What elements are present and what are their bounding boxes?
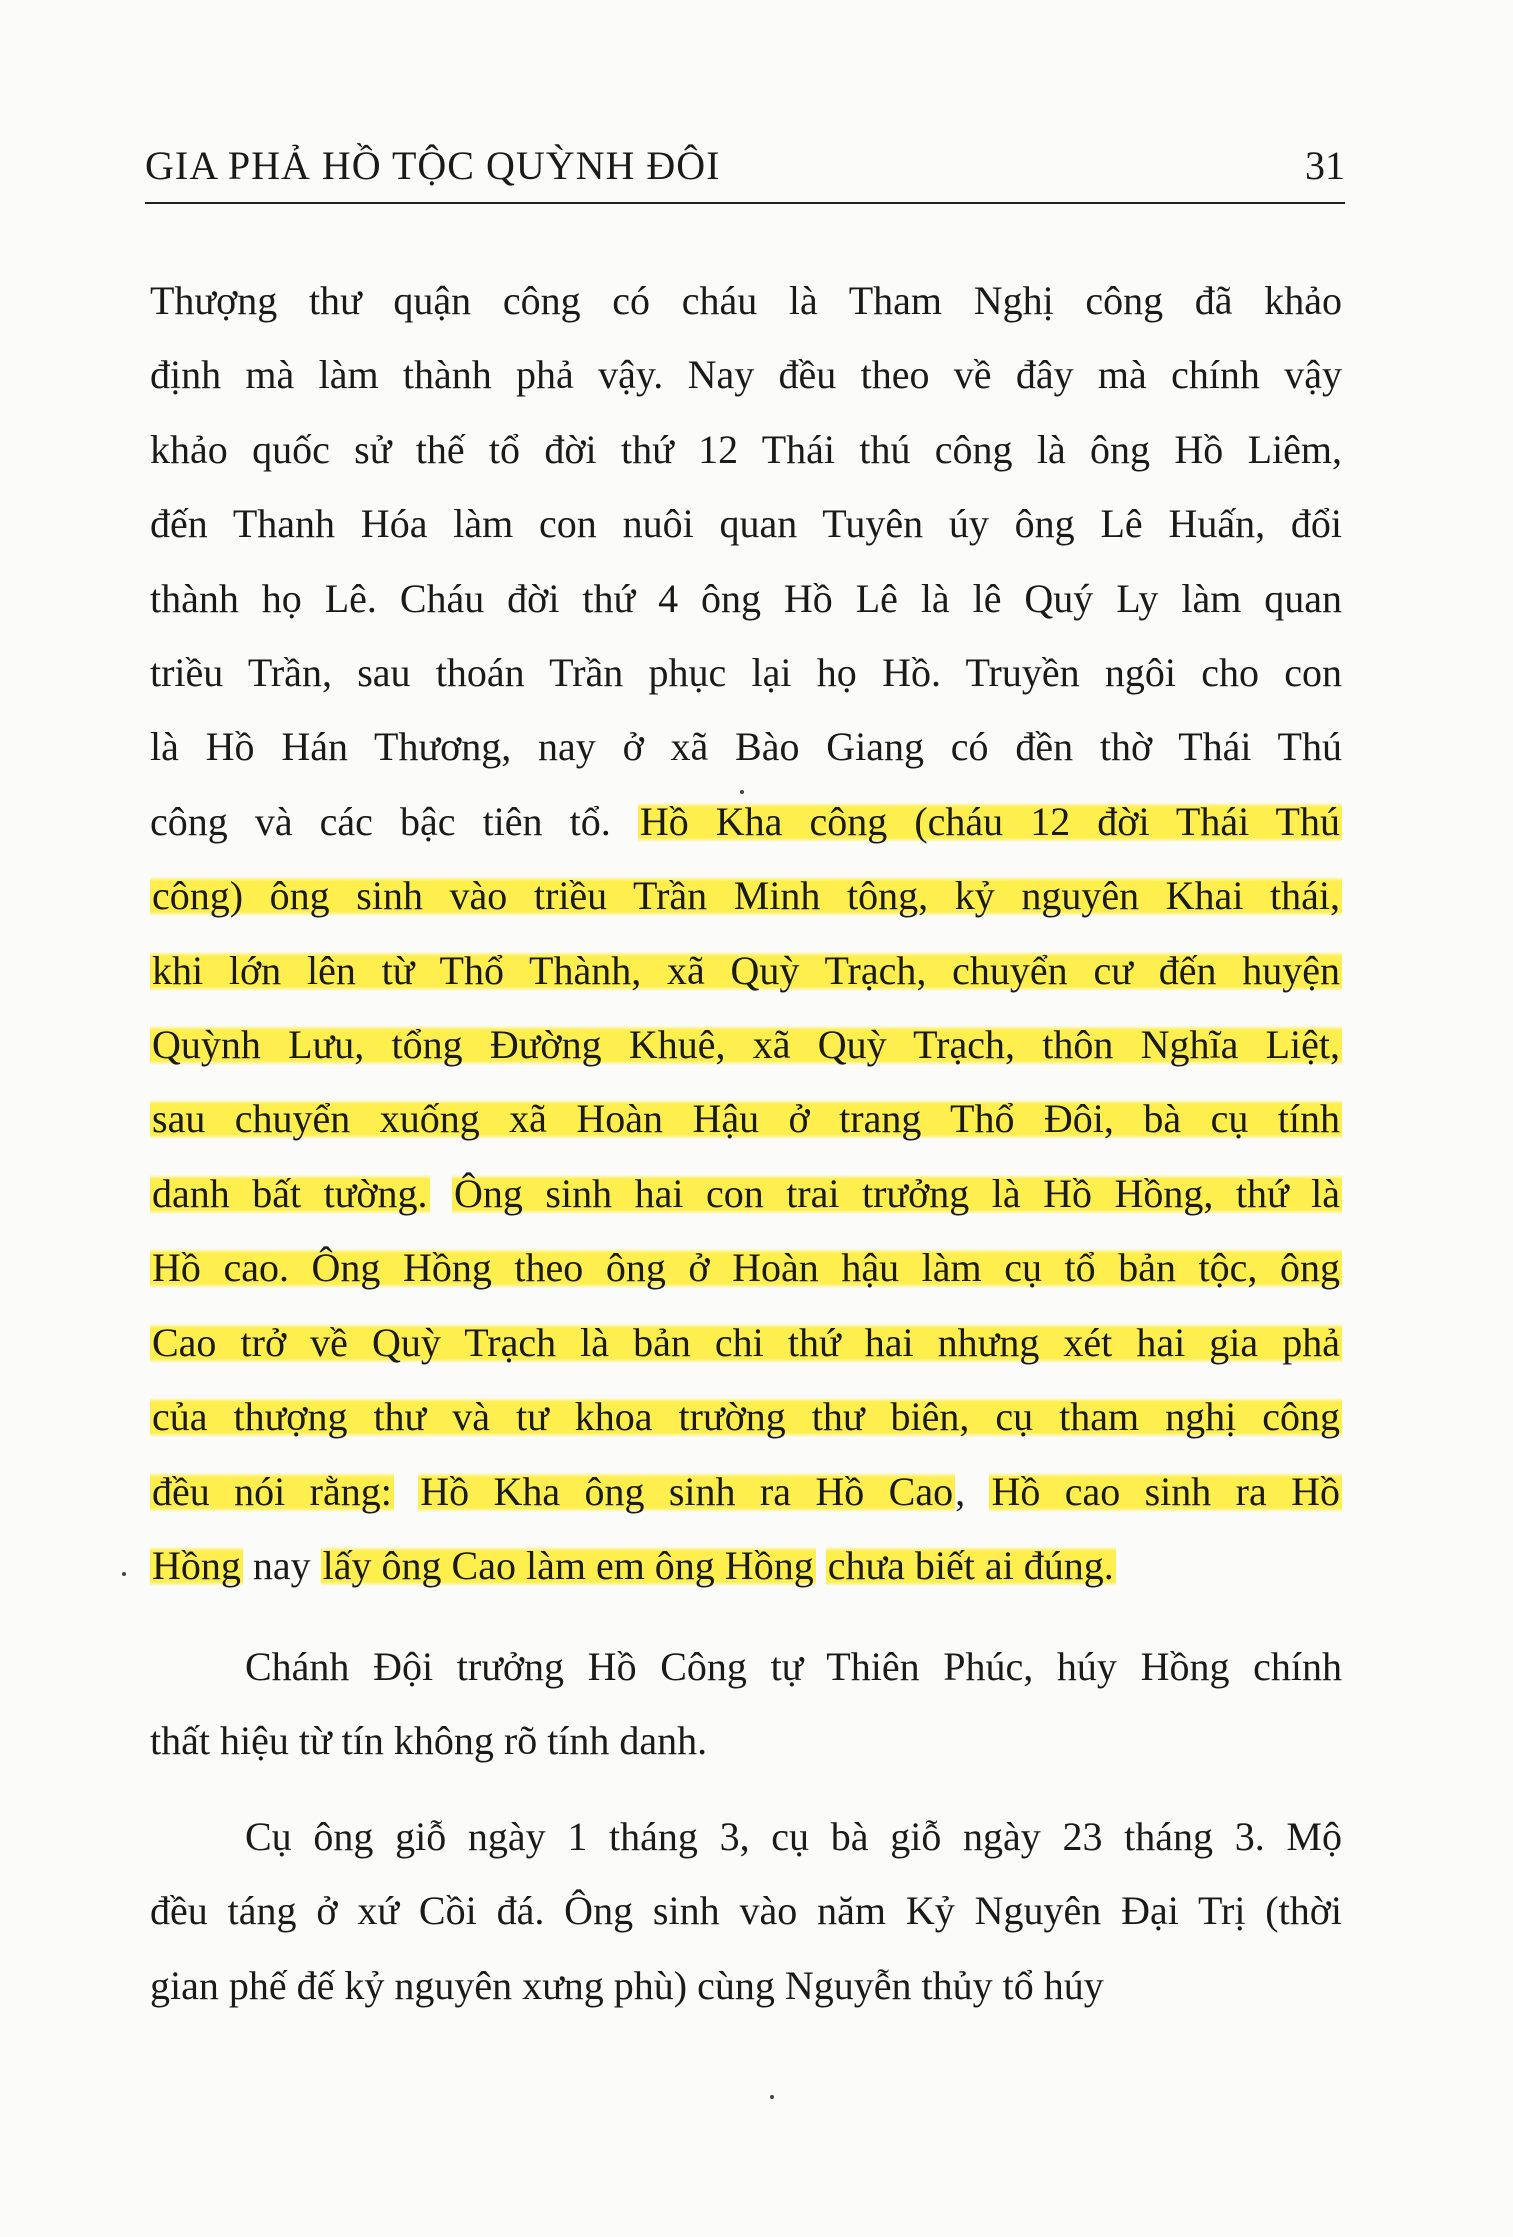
highlighted-text: chưa biết ai đúng. [827, 1542, 1114, 1588]
highlighted-text: Hồng [152, 1542, 241, 1588]
text-line [150, 1455, 1342, 1529]
scan-speck [740, 790, 744, 794]
running-header [145, 138, 1345, 204]
paragraph-1 [150, 264, 1342, 1603]
highlighted-text: Hồ cao. Ông Hồng theo ông ở Hoàn hậu làm cụ tổ bản tộc, ông [152, 1245, 1340, 1291]
text-line [150, 785, 1342, 859]
text-segment: định mà làm thành phả vậy. Nay đều theo về đây mà chính vậy [150, 352, 1342, 398]
text-line [150, 413, 1342, 487]
text-line [150, 859, 1342, 933]
page-number: 31 [1305, 143, 1345, 188]
scan-speck [770, 2095, 774, 2099]
text-segment: công và các bậc tiên tổ. [150, 798, 638, 844]
text-line [150, 1306, 1342, 1380]
text-segment: Thượng thư quận công có cháu là Tham Nghị công đã khảo [150, 278, 1342, 323]
highlighted-text: Cao trở về Quỳ Trạch là bản chi thứ hai nhưng xét hai gia phả [152, 1319, 1340, 1365]
text-line [150, 264, 1342, 338]
highlighted-text: Ông sinh hai con trai trưởng là Hồ Hồng, thứ là [454, 1170, 1340, 1216]
text-line [150, 338, 1342, 412]
text-line [150, 934, 1342, 1008]
text-line [150, 1380, 1342, 1454]
text-segment [394, 1469, 418, 1514]
text-segment: thành họ Lê. Cháu đời thứ 4 ông Hồ Lê là lê Quý Ly làm quan [150, 575, 1342, 621]
text-segment: đến Thanh Hóa làm con nuôi quan Tuyên úy ông Lê Huấn, đổi [150, 501, 1342, 547]
highlighted-text: lấy ông Cao làm em ông Hồng [322, 1542, 814, 1588]
text-segment: , [955, 1468, 990, 1514]
text-line [150, 1008, 1342, 1082]
text-line [150, 487, 1342, 561]
text-segment: nay [242, 1542, 321, 1588]
text-segment: Chánh Đội trưởng Hồ Công tự Thiên Phúc, húy Hồng chính [245, 1644, 1342, 1689]
highlighted-text: khi lớn lên từ Thổ Thành, xã Quỳ Trạch, chuyển cư đến huyện [152, 947, 1340, 993]
text-segment: triều Trần, sau thoán Trần phục lại họ Hồ. Truyền ngôi cho con [150, 650, 1342, 696]
text-line [150, 710, 1342, 784]
text-line [150, 1630, 1342, 1704]
book-title: GIA PHẢ HỒ TỘC QUỲNH ĐÔI [145, 143, 721, 188]
text-line [150, 1231, 1342, 1305]
text-line [150, 1704, 1342, 1778]
highlighted-text: công) ông sinh vào triều Trần Minh tông, kỷ nguyên Khai thái, [152, 873, 1340, 919]
highlighted-text: Hồ Kha công (cháu 12 đời Thái Thú [639, 798, 1340, 844]
paragraph-2 [150, 1630, 1342, 1779]
text-line [150, 1874, 1342, 1948]
highlighted-text: đều nói rằng: [152, 1468, 392, 1514]
text-segment: khảo quốc sử thế tổ đời thứ 12 Thái thú công là ông Hồ Liêm, [150, 426, 1342, 472]
text-line [150, 1529, 1342, 1603]
text-segment [430, 1171, 453, 1216]
text-line [150, 562, 1342, 636]
text-line [150, 1949, 1342, 2023]
highlighted-text: sau chuyển xuống xã Hoàn Hậu ở trang Thổ Đôi, bà cụ tính [152, 1096, 1340, 1142]
text-segment: đều táng ở xứ Cồi đá. Ông sinh vào năm Kỷ Nguyên Đại Trị (thời [150, 1888, 1342, 1934]
highlighted-text: của thượng thư và tư khoa trường thư biên, cụ tham nghị công [152, 1394, 1340, 1440]
highlighted-text: Hồ Kha ông sinh ra Hồ Cao [420, 1468, 954, 1514]
text-line [150, 636, 1342, 710]
text-segment: gian phế đế kỷ nguyên xưng phù) cùng Nguyễn thủy tổ húy [150, 1962, 1104, 2008]
text-line [150, 1800, 1342, 1874]
text-line [150, 1082, 1342, 1156]
highlighted-text: Hồ cao sinh ra Hồ [991, 1468, 1341, 1514]
highlighted-text: danh bất tường. [152, 1170, 428, 1216]
text-segment: thất hiệu từ tín không rõ tính danh. [150, 1718, 708, 1764]
text-segment: là Hồ Hán Thương, nay ở xã Bào Giang có đền thờ Thái Thú [150, 724, 1342, 770]
paragraph-3 [150, 1800, 1342, 2023]
text-segment [816, 1543, 826, 1588]
highlighted-text: Quỳnh Lưu, tổng Đường Khuê, xã Quỳ Trạch, thôn Nghĩa Liệt, [152, 1022, 1340, 1068]
text-segment: Cụ ông giỗ ngày 1 tháng 3, cụ bà giỗ ngày 23 tháng 3. Mộ [245, 1814, 1342, 1859]
text-line [150, 1157, 1342, 1231]
scan-speck [122, 1572, 126, 1576]
